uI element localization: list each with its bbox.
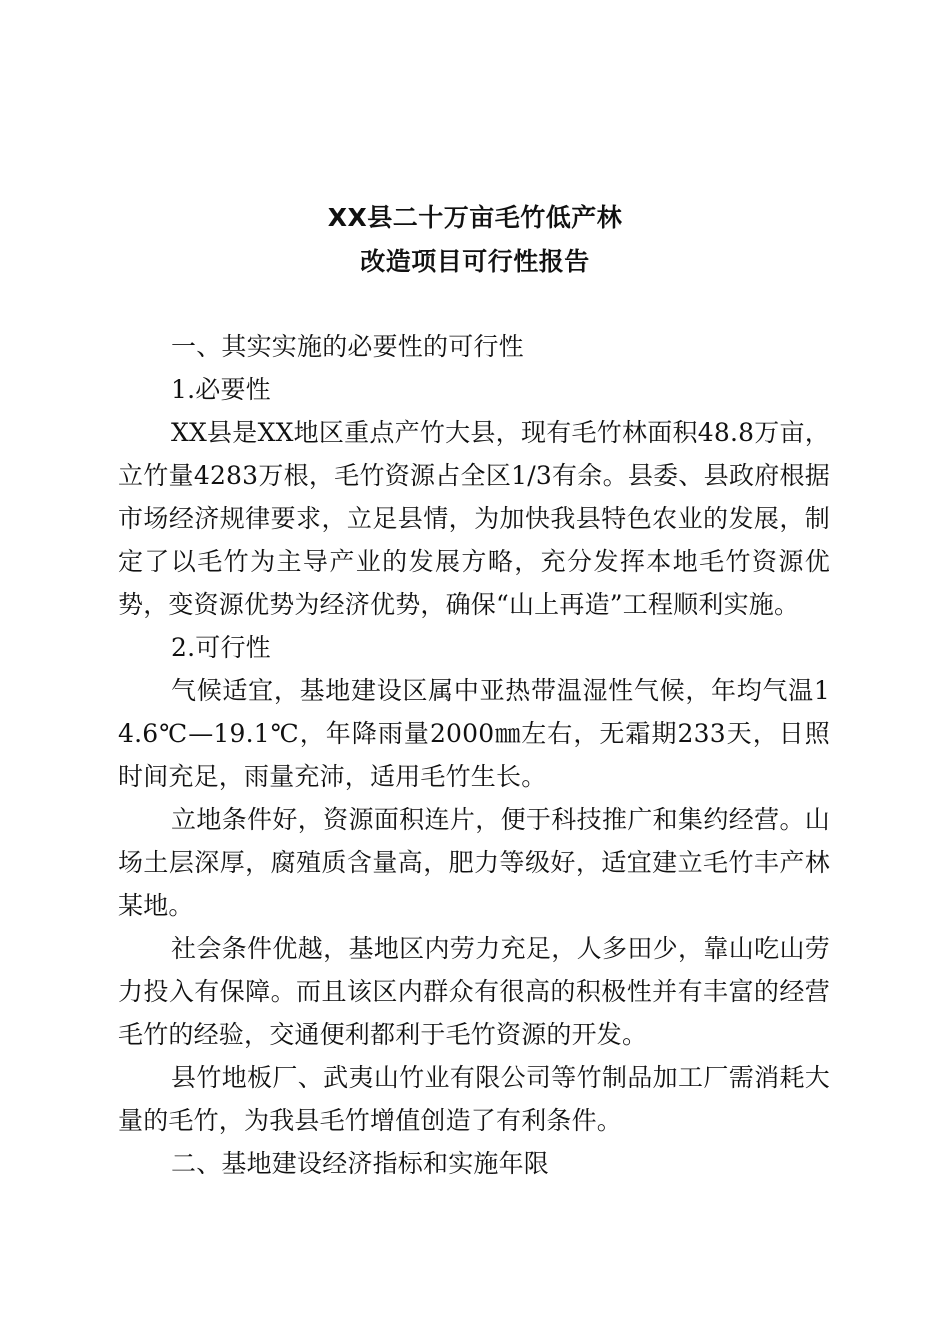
paragraph-county-overview: XX县是XX地区重点产竹大县，现有毛竹林面积48.8万亩，立竹量4283万根，毛竹资源占全区1/3有余。县委、县政府根据市场经济规律要求，立足县情，为加快我县特色农业的发展，制定了以毛竹为主导产业的发展方略，充分发挥本地毛竹资源优势，变资源优势为经济优势，确保“山上再造”工程顺利实施。 xyxy=(118,418,830,619)
paragraph-social-conditions: 社会条件优越，基地区内劳力充足，人多田少，靠山吃山劳力投入有保障。而且该区内群众有很高的积极性并有丰富的经营毛竹的经验，交通便利都利于毛竹资源的开发。 xyxy=(118,934,830,1049)
section-heading-necessity-feasibility: 一、其实实施的必要性的可行性 xyxy=(171,332,524,361)
section-heading-economic-indicators: 二、基地建设经济指标和实施年限 xyxy=(171,1149,550,1178)
paragraph-climate: 气候适宜，基地建设区属中亚热带温湿性气候，年均气温14.6℃—19.1℃，年降雨量2000㎜左右，无霜期233天，日照时间充足，雨量充沛，适用毛竹生长。 xyxy=(118,676,830,791)
document-title xyxy=(0,196,950,284)
paragraph-processing-plants: 县竹地板厂、武夷山竹业有限公司等竹制品加工厂需消耗大量的毛竹，为我县毛竹增值创造了有利条件。 xyxy=(118,1063,830,1135)
subheading-feasibility: 2.可行性 xyxy=(171,633,271,662)
title-line-2: 改造项目可行性报告 xyxy=(360,247,590,276)
document-body xyxy=(118,325,830,1185)
paragraph-site-conditions: 立地条件好，资源面积连片，便于科技推广和集约经营。山场土层深厚，腐殖质含量高，肥力等级好，适宜建立毛竹丰产林某地。 xyxy=(118,805,830,920)
title-line-1: XX县二十万亩毛竹低产林 xyxy=(327,203,623,232)
subheading-necessity: 1.必要性 xyxy=(171,375,271,404)
